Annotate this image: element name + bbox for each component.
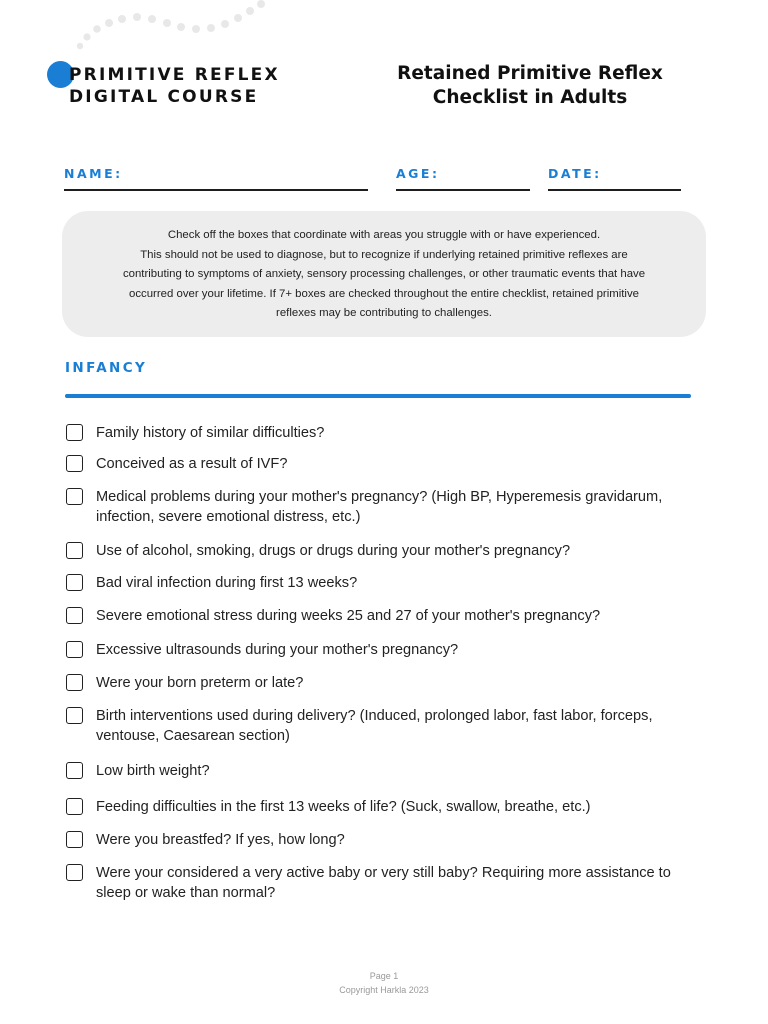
item-line: Were your born preterm or late? [96,675,304,691]
checklist-item-text [96,641,686,661]
checkbox[interactable] [66,488,83,505]
checklist-item-text [96,542,686,562]
page-footer [0,969,768,997]
checkbox[interactable] [66,424,83,441]
checkbox[interactable] [66,864,83,881]
checklist-item-text [96,831,686,851]
page-number: Page 1 [369,971,399,981]
checkbox[interactable] [66,707,83,724]
checklist-item-text [96,574,686,594]
item-line: Low birth weight? [96,763,210,779]
instructions-panel [62,211,706,337]
item-line: Excessive ultrasounds during your mother's pregnancy? [96,642,459,658]
item-line: infection, severe emotional distress, etc.) [96,508,361,525]
checklist-item-text [96,424,686,444]
item-line: Family history of similar difficulties? [96,425,325,441]
checkbox[interactable] [66,831,83,848]
checkbox[interactable] [66,674,83,691]
checkbox[interactable] [66,607,83,624]
instructions-line: occurred over your lifetime. If 7+ boxes are checked throughout the entire checklist, retained primitive [129,287,639,300]
checklist-item-text [96,607,686,627]
checkbox[interactable] [66,542,83,559]
course-brand [69,64,280,108]
section-divider [65,394,691,398]
brand-line-2: DIGITAL COURSE [69,87,259,107]
checklist-item-text [96,674,686,694]
title-line-2: Checklist in Adults [432,87,628,108]
checklist-item-text [96,707,686,746]
item-line: Medical problems during your mother's pregnancy? (High BP, Hyperemesis gravidarum, [96,489,663,505]
name-field-line[interactable] [64,189,368,191]
copyright-text: Copyright Harkla 2023 [339,985,429,995]
item-line: Were your considered a very active baby or very still baby? Requiring more assistance to [96,865,671,881]
instructions-line: Check off the boxes that coordinate with areas you struggle with or have experienced. [167,229,601,241]
checkbox[interactable] [66,455,83,472]
checklist-item-text [96,864,686,903]
age-label: AGE: [396,166,440,181]
item-line: Were you breastfed? If yes, how long? [96,832,345,848]
date-label: DATE: [548,166,602,181]
instructions-line: reflexes may be contributing to challenges. [276,307,492,319]
item-line: Birth interventions used during delivery? (Induced, prolonged labor, fast labor, forceps, [96,708,653,724]
checklist-item-text [96,488,686,527]
name-label: NAME: [64,166,123,181]
item-line: Severe emotional stress during weeks 25 and 27 of your mother's pregnancy? [96,608,601,624]
checkbox[interactable] [66,762,83,779]
checkbox[interactable] [66,641,83,658]
checklist-item-text [96,455,686,475]
title-line-1: Retained Primitive Reflex [397,63,663,84]
checkbox[interactable] [66,574,83,591]
checklist-item-text [96,798,686,818]
item-line: Use of alcohol, smoking, drugs or drugs during your mother's pregnancy? [96,543,571,559]
checkbox[interactable] [66,798,83,815]
age-field-line[interactable] [396,189,530,191]
item-line: Feeding difficulties in the first 13 weeks of life? (Suck, swallow, breathe, etc.) [96,799,591,815]
instructions-line: This should not be used to diagnose, but to recognize if underlying retained primitive reflexes are [140,248,628,261]
instructions-line: contributing to symptoms of anxiety, sensory processing challenges, or other traumatic events that have [122,268,646,280]
item-line: sleep or wake than normal? [96,884,276,901]
item-line: Conceived as a result of IVF? [96,456,288,472]
item-line: ventouse, Caesarean section) [96,727,290,744]
brand-line-1: PRIMITIVE REFLEX [69,65,280,85]
date-field-line[interactable] [548,189,681,191]
section-heading-infancy: INFANCY [65,360,148,376]
checklist-item-text [96,762,686,782]
item-line: Bad viral infection during first 13 weeks? [96,575,358,591]
document-title [380,62,680,110]
